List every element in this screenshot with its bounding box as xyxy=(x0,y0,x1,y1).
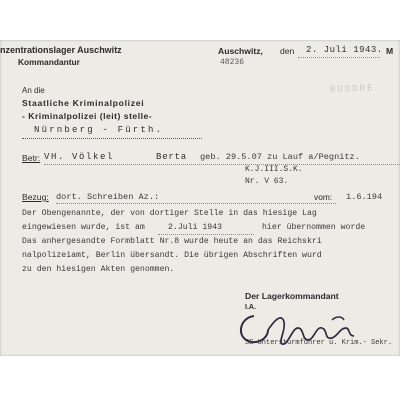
betr-label: Betr: xyxy=(22,153,41,163)
recipient-prefix: An die xyxy=(22,86,45,95)
body-line-3: Das anhergesandte Formblatt Nr.8 wurde heute an das Reichskri xyxy=(22,237,322,246)
date-suffix: M xyxy=(386,46,394,56)
bezug-text: dort. Schreiben Az.: xyxy=(56,192,160,202)
place: Auschwitz, xyxy=(218,46,263,56)
body-line-4: nalpolizeiamt, Berlin übersandt. Die übrigen Abschriften wurd xyxy=(22,251,322,260)
recipient-underline xyxy=(22,138,202,139)
body-line-2b: hier übernommen worde xyxy=(262,223,366,232)
body-line-2a: eingewiesen wurde, ist am xyxy=(22,223,145,232)
betr-reference-2: Nr. V 63. xyxy=(245,177,289,186)
betr-dotted-line xyxy=(44,164,400,165)
betr-subject: VH. Völkel xyxy=(44,152,115,162)
recipient-subagency: - Kriminalpolizei (leit) stelle- xyxy=(22,111,153,121)
body-line-1: Der Obengenannte, der von dortiger Stelle in das hiesige Lag xyxy=(22,209,317,218)
date-dotted-line xyxy=(298,57,380,58)
letter-date: 2. Juli 1943. xyxy=(306,45,383,55)
faded-stamp: BUDDRE xyxy=(329,83,375,95)
closing-rank: SS-Untersturmführer u. Krim.- Sekr. xyxy=(245,339,393,347)
file-number: 48236 xyxy=(220,58,245,67)
document-sheet xyxy=(0,40,400,356)
bezug-vom: vom: xyxy=(314,192,333,202)
letterhead-camp: nzentrationslager Auschwitz xyxy=(0,45,122,55)
body-date-dotted-line xyxy=(158,234,254,235)
letterhead-office: Kommandantur xyxy=(18,57,80,67)
date-den: den xyxy=(280,46,295,56)
bezug-vom-date: 1.6.194 xyxy=(346,192,383,202)
body-line-5: zu den hiesigen Akten genommen. xyxy=(22,265,175,274)
betr-birth: geb. 29.5.07 zu Lauf a/Pegnitz. xyxy=(200,152,360,162)
closing-ia: I.A. xyxy=(245,304,256,311)
betr-firstname: Berta xyxy=(156,152,188,162)
betr-reference-1: K.J.III.S.K. xyxy=(245,165,303,174)
body-line-2-date: 2.Juli 1943 xyxy=(168,223,223,232)
bezug-dotted-line xyxy=(56,203,336,204)
recipient-agency: Staatliche Kriminalpolizei xyxy=(22,98,145,108)
closing-title: Der Lagerkommandant xyxy=(245,291,339,301)
bezug-label: Bezug: xyxy=(22,192,49,202)
recipient-city: Nürnberg - Fürth. xyxy=(34,125,164,135)
